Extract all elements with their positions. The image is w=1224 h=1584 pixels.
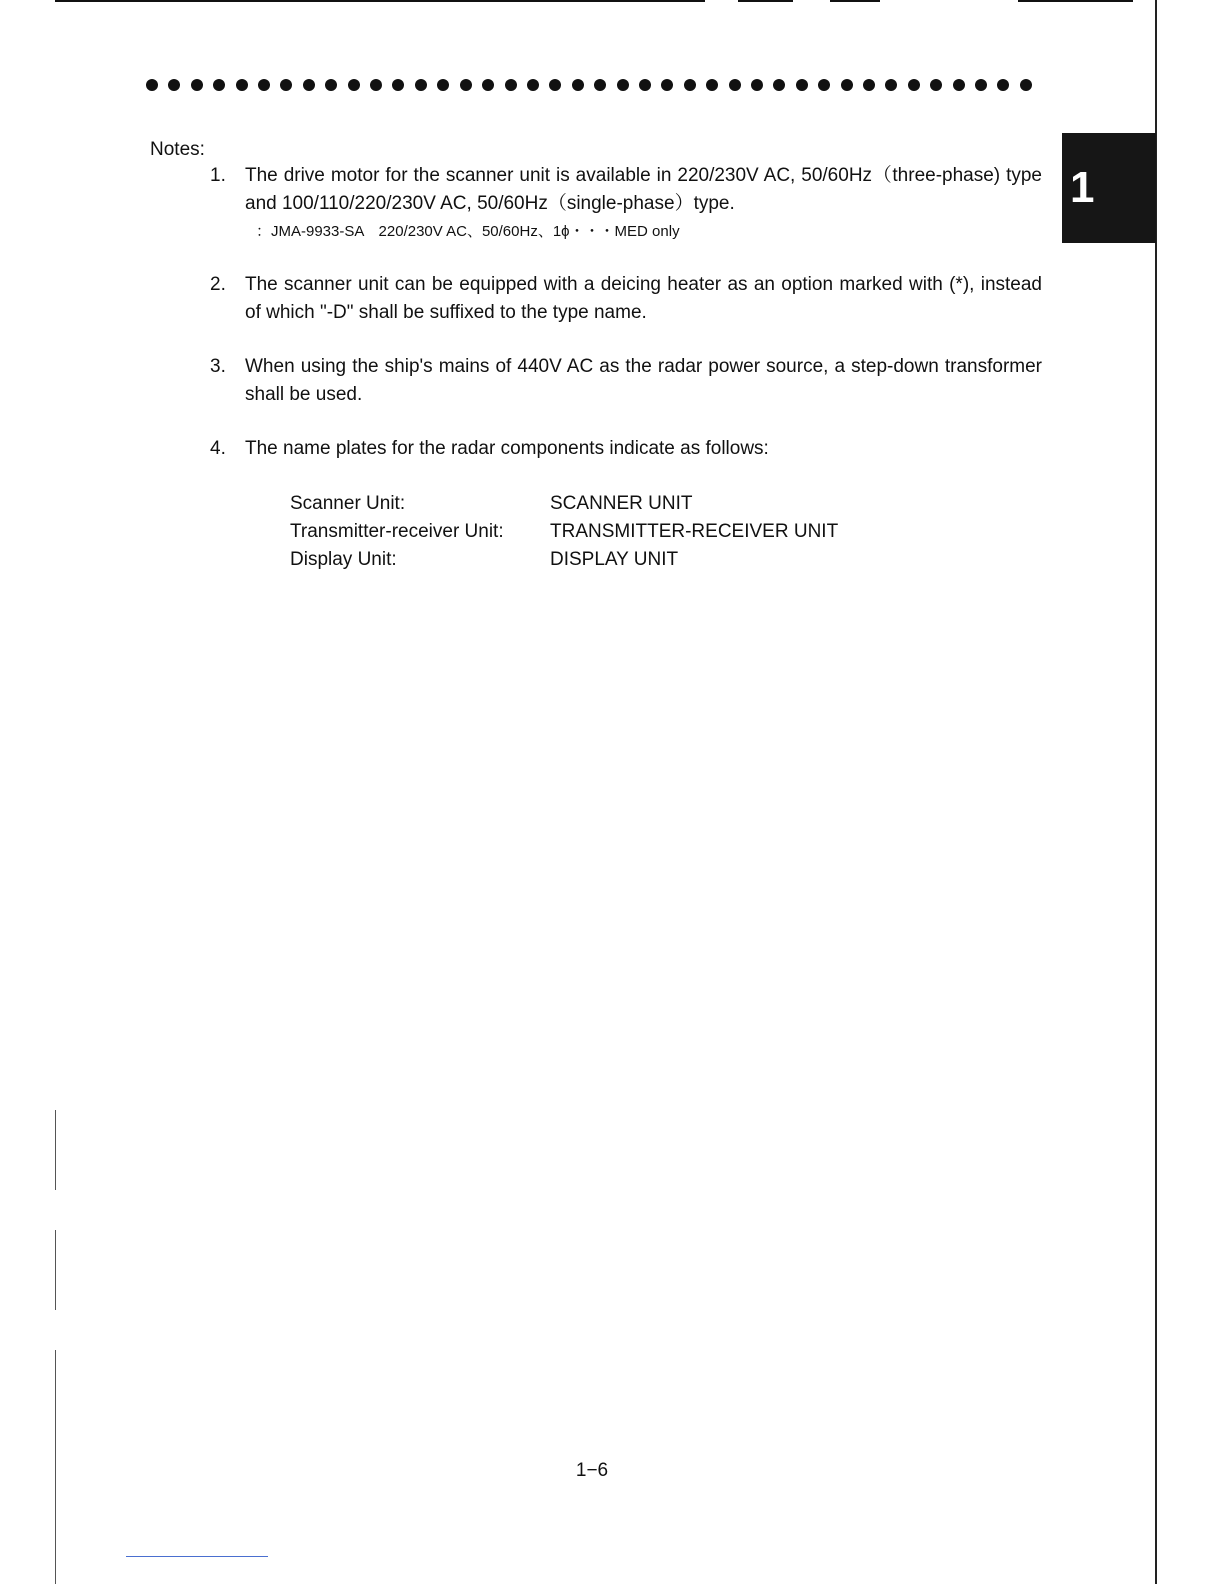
separator-dot xyxy=(1020,79,1032,91)
separator-dot xyxy=(684,79,696,91)
separator-dot xyxy=(258,79,270,91)
separator-dot xyxy=(706,79,718,91)
top-rule xyxy=(55,0,705,2)
separator-dot xyxy=(505,79,517,91)
top-rule xyxy=(830,0,880,2)
separator-dot xyxy=(191,79,203,91)
separator-dot xyxy=(661,79,673,91)
left-margin-mark xyxy=(55,1110,56,1190)
separator-dot xyxy=(370,79,382,91)
page-number: 1−6 xyxy=(575,1460,609,1481)
component-name: Scanner Unit: xyxy=(290,493,406,514)
chapter-tab: 1 xyxy=(1062,133,1156,243)
separator-dot xyxy=(280,79,292,91)
note-number: 3. xyxy=(210,356,226,377)
separator-dot xyxy=(639,79,651,91)
note-number: 2. xyxy=(210,274,226,295)
separator-dot xyxy=(572,79,584,91)
separator-dot xyxy=(303,79,315,91)
separator-dot xyxy=(997,79,1009,91)
note-number: 1. xyxy=(210,165,226,186)
note-subtext: ：JMA-9933-SA 220/230V AC、50/60Hz、1ϕ・・・MED only xyxy=(256,223,680,240)
separator-dot xyxy=(460,79,472,91)
component-name: Display Unit: xyxy=(290,549,397,570)
separator-dot xyxy=(325,79,337,91)
table-row xyxy=(290,490,838,518)
separator-dot xyxy=(841,79,853,91)
note-item xyxy=(210,435,1042,463)
separator-dot xyxy=(617,79,629,91)
separator-dot xyxy=(482,79,494,91)
separator-dot xyxy=(392,79,404,91)
left-margin-mark xyxy=(55,1230,56,1310)
separator-dot xyxy=(236,79,248,91)
separator-dot xyxy=(594,79,606,91)
notes-heading: Notes: xyxy=(150,139,205,160)
separator-dot xyxy=(348,79,360,91)
separator-dot xyxy=(729,79,741,91)
component-name: Transmitter-receiver Unit: xyxy=(290,521,504,542)
separator-dot xyxy=(146,79,158,91)
top-rule xyxy=(1018,0,1133,2)
name-plate-table xyxy=(290,490,838,574)
plate-text: SCANNER UNIT xyxy=(550,493,693,514)
top-rule xyxy=(738,0,793,2)
note-item xyxy=(210,271,1042,327)
separator-dot xyxy=(975,79,987,91)
table-row xyxy=(290,518,838,546)
plate-text: TRANSMITTER-RECEIVER UNIT xyxy=(550,521,839,542)
separator-dot xyxy=(953,79,965,91)
separator-dot xyxy=(549,79,561,91)
plate-text: DISPLAY UNIT xyxy=(550,549,679,570)
bottom-rule xyxy=(126,1556,268,1557)
note-text: The scanner unit can be equipped with a deicing heater as an option marked with (*), instead of which "-D" shall be suffixed to the type name. xyxy=(245,274,1042,323)
separator-dot xyxy=(437,79,449,91)
note-text: The drive motor for the scanner unit is available in 220/230V AC, 50/60Hz（three-phase) type and 100/110/220/230V AC, 50/60Hz（single-phase）type. xyxy=(245,165,1042,214)
separator-dot xyxy=(863,79,875,91)
note-item xyxy=(210,162,1042,246)
separator-dot xyxy=(930,79,942,91)
note-text: The name plates for the radar components indicate as follows: xyxy=(245,438,769,459)
separator-dot xyxy=(213,79,225,91)
separator-dot xyxy=(908,79,920,91)
separator-dot xyxy=(885,79,897,91)
table-row xyxy=(290,546,838,574)
separator-dot xyxy=(168,79,180,91)
note-text: When using the ship's mains of 440V AC as the radar power source, a step-down transformer shall be used. xyxy=(245,356,1042,405)
separator-dot xyxy=(751,79,763,91)
dot-separator xyxy=(146,79,1032,91)
separator-dot xyxy=(527,79,539,91)
note-number: 4. xyxy=(210,438,226,459)
note-item xyxy=(210,353,1042,409)
separator-dot xyxy=(818,79,830,91)
separator-dot xyxy=(773,79,785,91)
separator-dot xyxy=(415,79,427,91)
separator-dot xyxy=(796,79,808,91)
